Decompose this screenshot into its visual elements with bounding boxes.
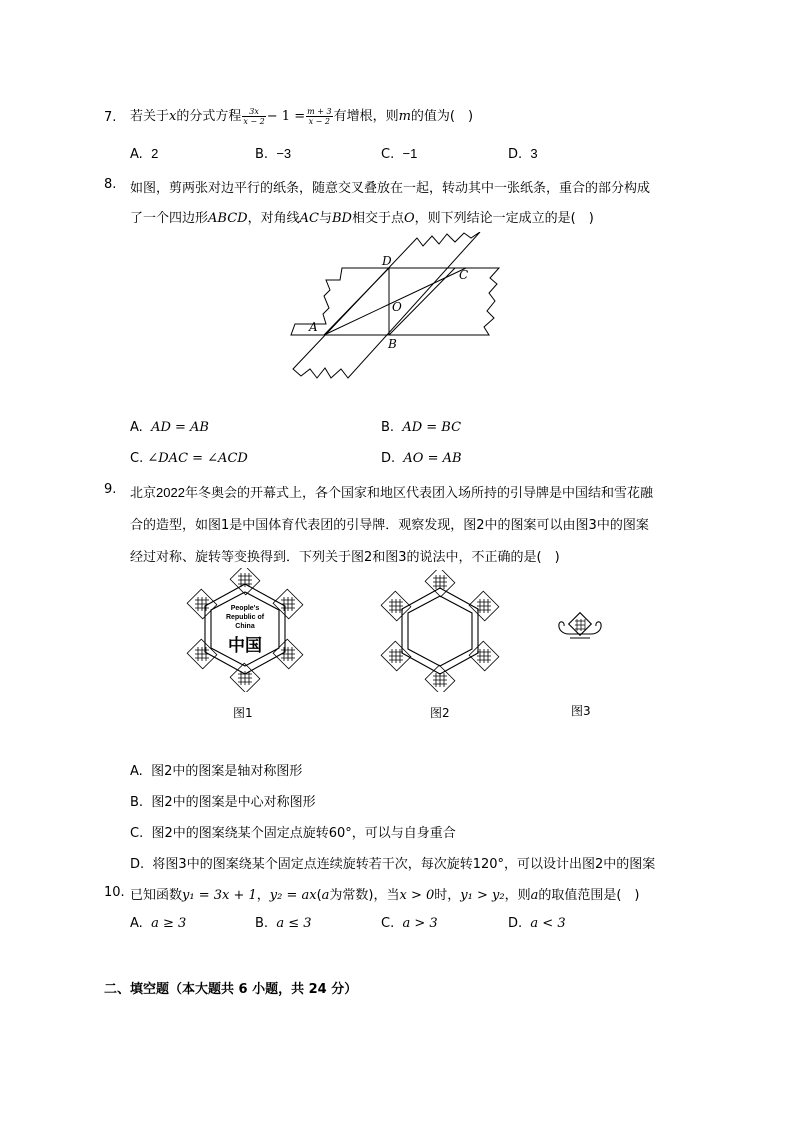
- q10-text: 时，: [434, 888, 461, 903]
- hexagon-ring-inner: [408, 596, 472, 666]
- q9-text: 北京: [130, 486, 157, 501]
- fig1-text-line2: Republic of: [225, 614, 265, 621]
- option-value: −3: [276, 146, 292, 161]
- option-key: A.: [130, 916, 143, 931]
- q10-var-a: a: [530, 888, 539, 903]
- option-value: 3: [530, 146, 538, 161]
- option-value: 图2中的图案是轴对称图形: [151, 764, 303, 779]
- option-key: A.: [130, 420, 143, 435]
- option-value: a ≤ 3: [276, 916, 312, 931]
- q7-frac2-top: m + 3: [307, 107, 332, 116]
- q9-option-b[interactable]: [130, 791, 316, 810]
- q8-option-b[interactable]: [381, 420, 461, 435]
- q8-text: 与: [318, 211, 332, 226]
- option-value: 图2中的图案是中心对称图形: [151, 795, 316, 810]
- option-key: B.: [255, 147, 269, 162]
- q10-text: ，: [256, 888, 270, 903]
- q7-option-a[interactable]: [130, 146, 158, 162]
- q7-fraction-2: [306, 107, 332, 126]
- q7-text-mid: 的分式方程: [176, 109, 242, 124]
- q7-var-x: x: [169, 109, 177, 124]
- q9-option-c[interactable]: [130, 822, 456, 841]
- option-value: AD = AB: [151, 420, 209, 435]
- q8-line-1: 如图，剪两张对边平行的纸条，随意交叉叠放在一起，转动其中一张纸条，重合的部分构成: [130, 181, 651, 196]
- label-o: O: [392, 300, 402, 314]
- fig1-text-line1: People's: [230, 605, 260, 612]
- option-value: a > 3: [402, 916, 438, 931]
- q9-figure-1: [185, 568, 305, 692]
- option-key: B.: [130, 795, 144, 810]
- option-value: −1: [402, 146, 418, 161]
- q9-text: 年冬奥会的开幕式上，各个国家和地区代表团入场所持的引导牌是中国结和雪花融: [184, 486, 653, 501]
- option-key: C.: [381, 147, 395, 162]
- q9-figure-2: [378, 570, 502, 692]
- option-key: D.: [508, 916, 523, 931]
- q10-y1-expr: y₁ = 3x + 1: [182, 888, 257, 903]
- q7-frac1-bottom: x − 2: [243, 117, 265, 126]
- q8-number: 8.: [104, 177, 117, 192]
- q7-middle-expr: − 1 =: [266, 109, 306, 124]
- q8-option-c[interactable]: [130, 451, 248, 466]
- option-key: D.: [508, 147, 523, 162]
- option-value: a < 3: [530, 916, 566, 931]
- section-heading: 二、填空题（本大题共 6 小题，共 24 分）: [104, 982, 358, 997]
- caption-fig1: 图1: [233, 706, 253, 720]
- chinese-knots: [381, 570, 499, 692]
- label-d: D: [382, 254, 392, 268]
- q10-y2-expr: y₂ = ax: [269, 888, 317, 903]
- q9-line-1: [130, 482, 653, 501]
- q7-fraction-1: [242, 107, 265, 126]
- q9-number: 9.: [104, 482, 117, 497]
- q9-figure-3: [555, 610, 607, 644]
- label-c: C: [459, 268, 469, 282]
- q8-text: ，对角线: [247, 211, 300, 226]
- q8-text: 相交于点: [351, 211, 404, 226]
- q10-var-a: a: [321, 888, 330, 903]
- q10-option-a[interactable]: [130, 916, 186, 931]
- q8-quad-name: ABCD: [208, 211, 248, 226]
- option-key: B.: [255, 916, 269, 931]
- caption-fig3: 图3: [571, 704, 591, 718]
- fig1-text-china: 中国: [228, 636, 262, 656]
- option-value: ∠DAC = ∠ACD: [147, 451, 248, 466]
- q8-text: 了一个四边形: [130, 211, 209, 226]
- q8-text: ，则下列结论一定成立的是( ): [414, 211, 594, 226]
- q7-text-pre: 若关于: [130, 109, 170, 124]
- option-key: C.: [381, 916, 395, 931]
- q10-text: 为常数)，当: [329, 888, 400, 903]
- q8-figure: [285, 232, 510, 384]
- q9-option-d[interactable]: [130, 853, 655, 872]
- q10-condition: x > 0: [399, 888, 435, 903]
- label-b: B: [388, 337, 397, 351]
- q7-option-c[interactable]: [381, 146, 417, 162]
- q8-diag-ac: AC: [299, 211, 319, 226]
- q10-text: (: [316, 888, 322, 903]
- q10-stem: [130, 884, 640, 903]
- label-a: A: [309, 320, 318, 334]
- q7-number: 7.: [104, 110, 117, 125]
- q8-option-a[interactable]: [130, 420, 209, 435]
- option-key: A.: [130, 147, 143, 162]
- q7-option-b[interactable]: [255, 146, 291, 162]
- q9-option-a[interactable]: [130, 760, 302, 779]
- q7-stem: [130, 104, 473, 130]
- q7-frac1-top: 3x: [242, 107, 265, 117]
- q10-option-b[interactable]: [255, 916, 312, 931]
- option-value: 图2中的图案绕某个固定点旋转60°，可以与自身重合: [151, 826, 456, 841]
- q8-diag-bd: BD: [331, 211, 352, 226]
- option-key: D.: [381, 451, 396, 466]
- q10-text: 的取值范围是( ): [538, 888, 640, 903]
- q10-option-c[interactable]: [381, 916, 438, 931]
- q9-line-3: 经过对称、旋转等变换得到．下列关于图2和图3的说法中，不正确的是( ): [130, 550, 560, 565]
- q7-text-post: 有增根，则: [333, 109, 399, 124]
- q8-line-2: [130, 207, 594, 226]
- option-value: a ≥ 3: [151, 916, 187, 931]
- q7-var-m: m: [398, 109, 411, 124]
- q8-option-d[interactable]: [381, 451, 462, 466]
- option-value: AO = AB: [403, 451, 462, 466]
- q9-year: 2022: [156, 485, 185, 500]
- option-value: AD = BC: [402, 420, 462, 435]
- q10-text: 已知函数: [130, 888, 183, 903]
- side-ad: [324, 268, 389, 335]
- q10-number: 10.: [104, 885, 125, 900]
- option-key: D.: [130, 857, 145, 872]
- q7-option-d[interactable]: [508, 146, 538, 162]
- hexagon-ring: [402, 588, 478, 674]
- option-value: 将图3中的图案绕某个固定点连续旋转若干次，每次旋转120°，可以设计出图2中的图案: [152, 857, 656, 872]
- q7-frac2-bottom: x − 2: [308, 117, 331, 126]
- option-key: B.: [381, 420, 395, 435]
- q10-inequality: y₁ > y₂: [460, 888, 505, 903]
- fig1-text-line3: China: [235, 623, 255, 630]
- option-key: C.: [130, 451, 144, 466]
- caption-fig2: 图2: [430, 706, 450, 720]
- q10-option-d[interactable]: [508, 916, 566, 931]
- option-key: C.: [130, 826, 144, 841]
- q7-text-tail: 的值为( ): [410, 109, 474, 124]
- q8-point-o: O: [403, 211, 415, 226]
- q9-line-2: 合的造型，如图1是中国体育代表团的引导牌．观察发现，图2中的图案可以由图3中的图案: [130, 518, 649, 533]
- q10-text: ，则: [504, 888, 531, 903]
- option-value: 2: [151, 146, 159, 161]
- knot-motif: [559, 613, 601, 638]
- option-key: A.: [130, 764, 143, 779]
